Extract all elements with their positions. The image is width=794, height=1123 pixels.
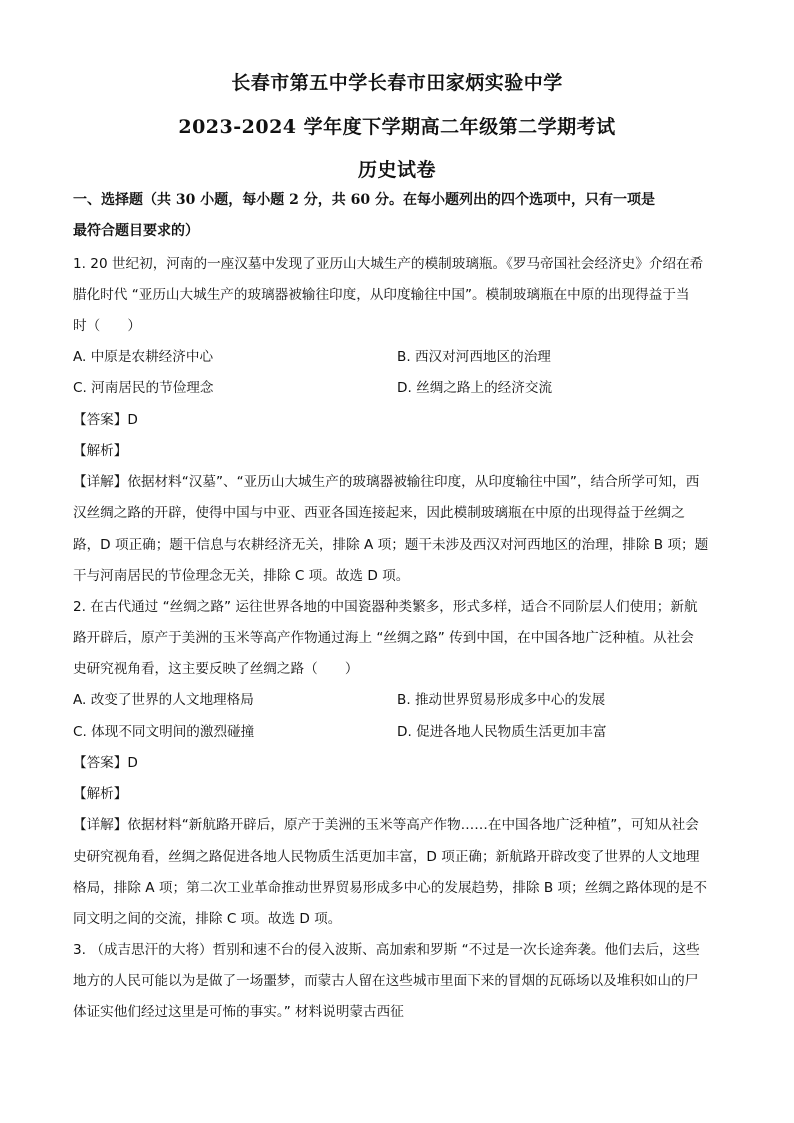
question-2-detail-line: 【详解】依据材料“新航路开辟后，原产于美洲的玉米等高产作物……在中国各地广泛种植”，可知从社会 — [73, 817, 699, 833]
question-1-answer: 【答案】D — [73, 412, 138, 428]
question-1-stem-line: 1. 20 世纪初，河南的一座汉墓中发现了亚历山大城生产的模制玻璃瓶。《罗马帝国社会经济史》介绍在希 — [73, 256, 704, 272]
question-2-analysis-label: 【解析】 — [73, 786, 128, 802]
question-2-stem-line: 史研究视角看，这主要反映了丝绸之路（ ） — [73, 661, 359, 677]
question-1-option-a: A. 中原是农耕经济中心 — [73, 349, 214, 365]
question-1-analysis-label: 【解析】 — [73, 443, 128, 459]
question-3-stem-line: 体证实他们经过这里是可怖的事实。” 材料说明蒙古西征 — [73, 1004, 404, 1020]
question-2-option-b: B. 推动世界贸易形成多中心的发展 — [397, 692, 606, 708]
question-1-detail-line: 干与河南居民的节俭理念无关，排除 C 项。故选 D 项。 — [73, 568, 410, 584]
question-2-option-a: A. 改变了世界的人文地理格局 — [73, 692, 254, 708]
question-2-option-c: C. 体现不同文明间的激烈碰撞 — [73, 724, 255, 740]
question-2-stem-line: 路开辟后，原产于美洲的玉米等高产作物通过海上 “丝绸之路” 传到中国，在中国各地广泛种植。从社会 — [73, 630, 694, 646]
question-3-stem-line: 地方的人民可能以为是做了一场噩梦，而蒙古人留在这些城市里面下来的冒烟的瓦砾场以及堆积如山的尸 — [73, 973, 699, 989]
question-1-detail-line: 路，D 项正确；题干信息与农耕经济无关，排除 A 项；题干未涉及西汉对河西地区的治理，排除 B 项；题 — [73, 537, 709, 553]
question-1-detail-line: 汉丝绸之路的开辟，使得中国与中亚、西亚各国连接起来，因此模制玻璃瓶在中原的出现得益于丝绸之 — [73, 505, 685, 521]
school-title: 长春市第五中学长春市田家炳实验中学 — [231, 72, 563, 94]
exam-title: 2023-2024 学年度下学期高二年级第二学期考试 — [178, 116, 616, 138]
question-2-answer: 【答案】D — [73, 755, 138, 771]
question-1-detail-line: 【详解】依据材料“汉墓”、“亚历山大城生产的玻璃器被输往印度，从印度输往中国”，结合所学可知，西 — [73, 474, 700, 490]
question-2-detail-line: 格局，排除 A 项；第二次工业革命推动世界贸易形成多中心的发展趋势，排除 B 项；丝绸之路体现的是不 — [73, 880, 708, 896]
question-2-option-d: D. 促进各地人民物质生活更加丰富 — [397, 724, 607, 740]
section-heading-line-2: 最符合题目要求的） — [73, 223, 199, 239]
subject-title: 历史试卷 — [357, 159, 436, 181]
section-heading-line-1: 一、选择题（共 30 小题，每小题 2 分，共 60 分。在每小题列出的四个选项中，只有一项是 — [73, 192, 655, 208]
question-1-option-b: B. 西汉对河西地区的治理 — [397, 349, 551, 365]
question-2-detail-line: 同文明之间的交流，排除 C 项。故选 D 项。 — [73, 911, 342, 927]
question-2-stem-line: 2. 在古代通过 “丝绸之路” 运往世界各地的中国瓷器种类繁多，形式多样，适合不同阶层人们使用；新航 — [73, 599, 698, 615]
question-1-option-c: C. 河南居民的节俭理念 — [73, 380, 214, 396]
question-1-stem-line: 时（ ） — [73, 318, 141, 334]
question-3-stem-line: 3. （成吉思汗的大将）哲别和速不台的侵入波斯、高加索和罗斯 “不过是一次长途奔袭。他们去后，这些 — [73, 942, 700, 958]
question-1-option-d: D. 丝绸之路上的经济交流 — [397, 380, 553, 396]
question-2-detail-line: 史研究视角看，丝绸之路促进各地人民物质生活更加丰富，D 项正确；新航路开辟改变了世界的人文地理 — [73, 849, 700, 865]
question-1-stem-line: 腊化时代 “亚历山大城生产的玻璃器被输往印度，从印度输往中国”。模制玻璃瓶在中原的出现得益于当 — [73, 287, 690, 303]
